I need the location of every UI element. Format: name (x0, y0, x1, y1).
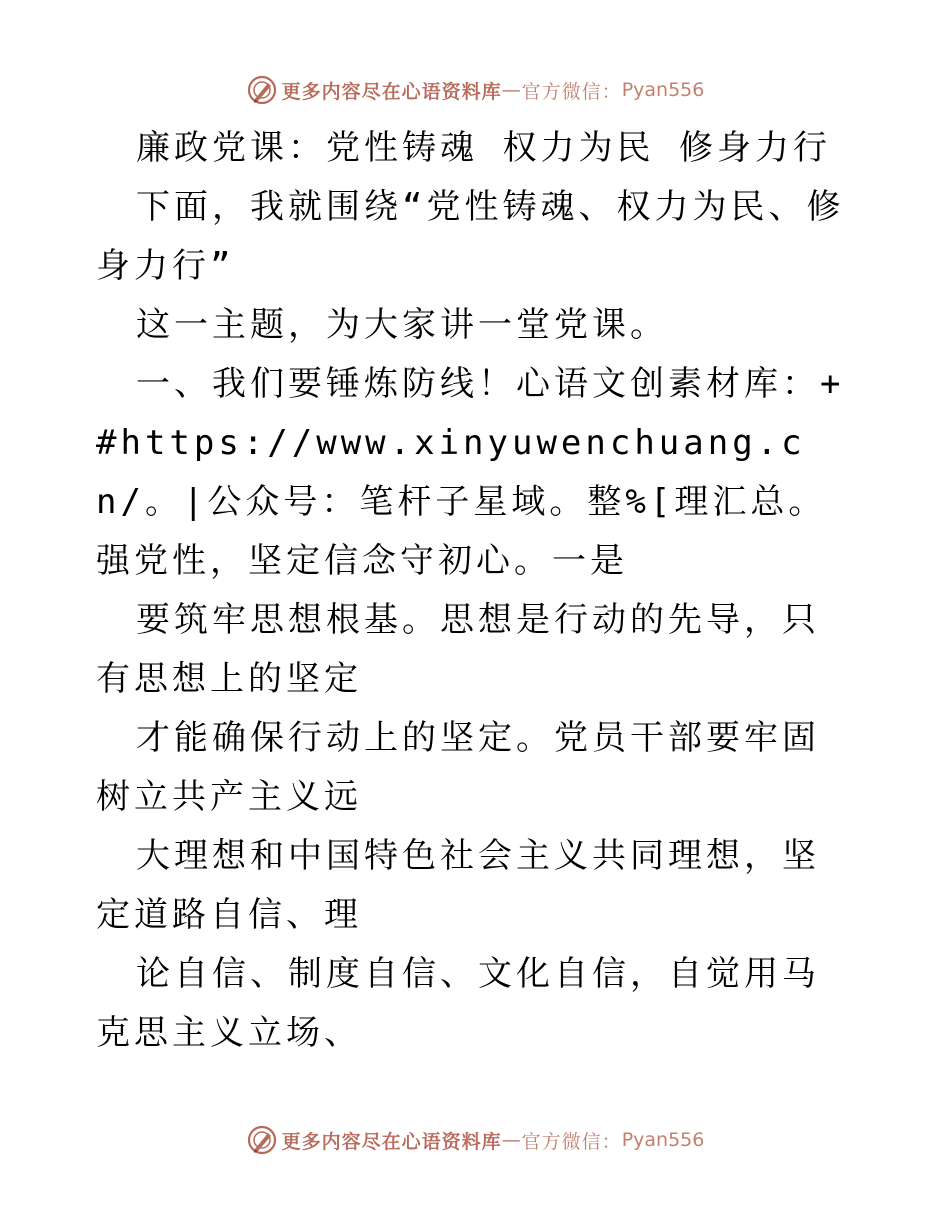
watermark-separator: — (501, 1129, 522, 1151)
watermark-wechat-label: 官方微信： (521, 1130, 622, 1153)
watermark-main-text: 更多内容尽在心语资料库 (281, 80, 502, 103)
document-body (96, 119, 856, 1063)
watermark-wechat-label: 官方微信： (521, 80, 622, 103)
pen-logo-icon (246, 74, 278, 106)
watermark-main-text: 更多内容尽在心语资料库 (281, 1130, 502, 1153)
document-title: 廉政党课：党性铸魂 权力为民 修身力行 (136, 128, 831, 168)
paragraph: 才能确保行动上的坚定。党员干部要牢固树立共产主义远 (96, 718, 820, 817)
paragraph: 论自信、制度自信、文化自信，自觉用马克思主义立场、 (96, 954, 820, 1053)
watermark-wechat-id: Pyan556 (621, 1129, 705, 1151)
pen-logo-icon (246, 1124, 278, 1156)
watermark-wechat-id: Pyan556 (621, 79, 705, 101)
paragraph: 要筑牢思想根基。思想是行动的先导，只有思想上的坚定 (96, 600, 820, 699)
watermark-header (0, 72, 950, 108)
paragraph: 这一主题，为大家讲一堂党课。 (136, 305, 668, 345)
paragraph: 大理想和中国特色社会主义共同理想，坚定道路自信、理 (96, 836, 820, 935)
paragraph: 下面，我就围绕“党性铸魂、权力为民、修身力行” (96, 187, 845, 286)
watermark-separator: — (501, 79, 522, 101)
watermark-footer (0, 1122, 950, 1158)
paragraph: 一、我们要锤炼防线！心语文创素材库：+#https://www.xinyuwenchuang.cn/。|公众号：笔杆子星域。整%[理汇总。强党性，坚定信念守初心。一是 (96, 364, 845, 581)
